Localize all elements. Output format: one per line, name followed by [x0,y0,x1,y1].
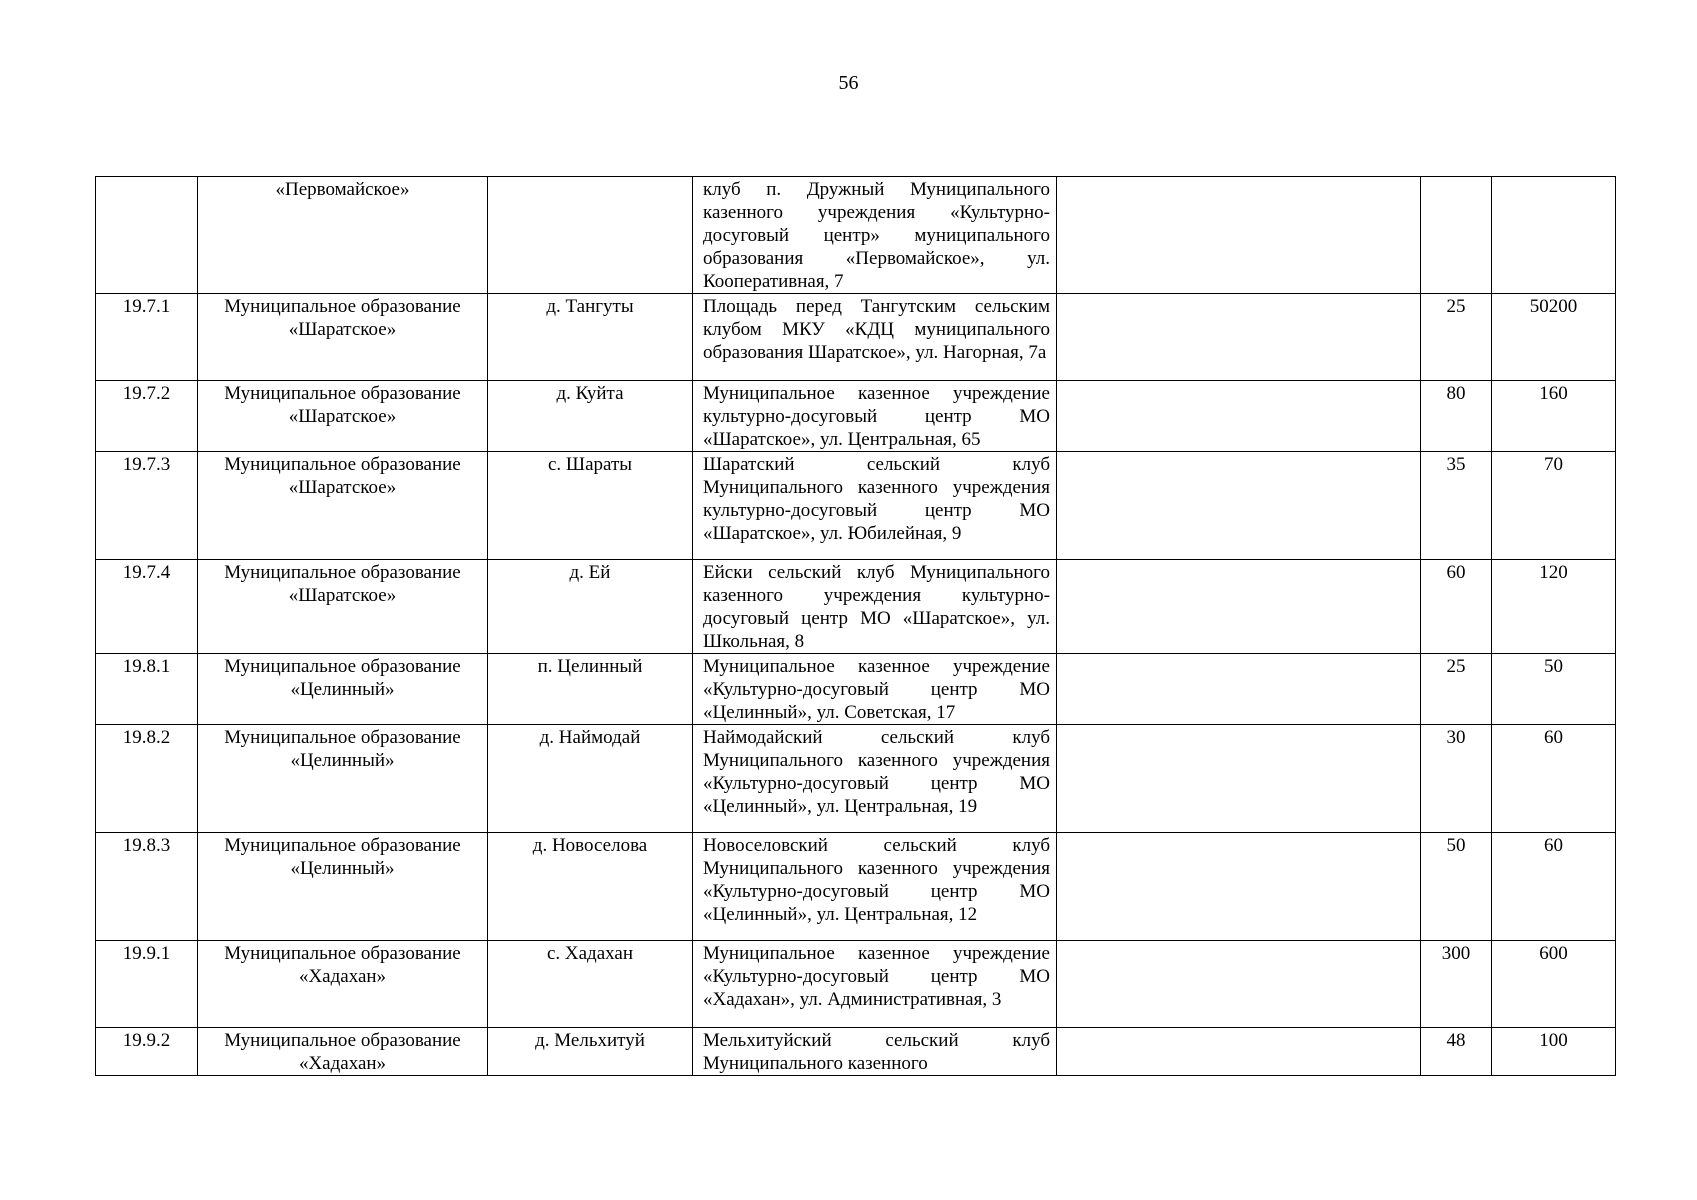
venue-cell: Мельхитуйский сельский клуб Муниципального казенного [693,1028,1057,1076]
locality-cell: д. Ей [488,560,693,654]
value-cell-2: 120 [1492,560,1616,654]
table-row [96,381,1616,452]
municipality-cell: Муниципальное образование «Хадахан» [198,1028,488,1076]
locality-cell: с. Хадахан [488,941,693,1028]
blank-cell [1057,560,1421,654]
locality-cell: д. Наймодай [488,725,693,833]
venue-cell: Ейски сельский клуб Муниципального казенного учреждения культурно-досуговый центр МО «Шаратское», ул. Школьная, 8 [693,560,1057,654]
value-cell-2: 60 [1492,833,1616,941]
row-number: 19.8.1 [96,654,198,725]
municipality-cell: Муниципальное образование «Шаратское» [198,381,488,452]
value-cell-2: 160 [1492,381,1616,452]
value-cell-1: 30 [1421,725,1492,833]
page-number: 56 [838,72,859,94]
value-cell-1: 60 [1421,560,1492,654]
municipality-cell: «Первомайское» [198,177,488,294]
table-row [96,560,1616,654]
municipality-cell: Муниципальное образование «Шаратское» [198,560,488,654]
municipality-cell: Муниципальное образование «Шаратское» [198,294,488,381]
value-cell-2: 60 [1492,725,1616,833]
table-row [96,294,1616,381]
blank-cell [1057,654,1421,725]
value-cell-2: 50 [1492,654,1616,725]
venue-cell: Муниципальное казенное учреждение культурно-досуговый центр МО «Шаратское», ул. Центральная, 65 [693,381,1057,452]
row-number: 19.9.1 [96,941,198,1028]
value-cell-1: 48 [1421,1028,1492,1076]
municipality-cell: Муниципальное образование «Целинный» [198,654,488,725]
locality-cell: д. Мельхитуй [488,1028,693,1076]
value-cell-2: 70 [1492,452,1616,560]
blank-cell [1057,452,1421,560]
blank-cell [1057,381,1421,452]
value-cell-1: 25 [1421,294,1492,381]
venue-cell: Наймодайский сельский клуб Муниципального казенного учреждения «Культурно-досуговый центр МО «Целинный», ул. Центральная, 19 [693,725,1057,833]
value-cell-1: 25 [1421,654,1492,725]
table-row [96,177,1616,294]
row-number: 19.7.1 [96,294,198,381]
venue-cell: Муниципальное казенное учреждение «Культурно-досуговый центр МО «Хадахан», ул. Административная, 3 [693,941,1057,1028]
blank-cell [1057,1028,1421,1076]
row-number: 19.8.2 [96,725,198,833]
value-cell-1 [1421,177,1492,294]
municipality-cell: Муниципальное образование «Хадахан» [198,941,488,1028]
table-body [96,177,1616,1076]
value-cell-1: 300 [1421,941,1492,1028]
blank-cell [1057,941,1421,1028]
venue-cell: Новоселовский сельский клуб Муниципального казенного учреждения «Культурно-досуговый центр МО «Целинный», ул. Центральная, 12 [693,833,1057,941]
locality-cell [488,177,693,294]
blank-cell [1057,294,1421,381]
row-number: 19.7.4 [96,560,198,654]
row-number [96,177,198,294]
locality-cell: п. Целинный [488,654,693,725]
value-cell-1: 50 [1421,833,1492,941]
value-cell-1: 80 [1421,381,1492,452]
row-number: 19.7.3 [96,452,198,560]
value-cell-2: 50200 [1492,294,1616,381]
venues-table [95,176,1616,1076]
table-row [96,941,1616,1028]
blank-cell [1057,177,1421,294]
municipality-cell: Муниципальное образование «Целинный» [198,725,488,833]
municipality-cell: Муниципальное образование «Шаратское» [198,452,488,560]
value-cell-1: 35 [1421,452,1492,560]
locality-cell: д. Новоселова [488,833,693,941]
blank-cell [1057,833,1421,941]
table-row [96,833,1616,941]
venue-cell: Шаратский сельский клуб Муниципального казенного учреждения культурно-досуговый центр МО «Шаратское», ул. Юбилейная, 9 [693,452,1057,560]
locality-cell: д. Тангуты [488,294,693,381]
municipality-cell: Муниципальное образование «Целинный» [198,833,488,941]
locality-cell: д. Куйта [488,381,693,452]
value-cell-2: 100 [1492,1028,1616,1076]
blank-cell [1057,725,1421,833]
venue-cell: клуб п. Дружный Муниципального казенного учреждения «Культурно-досуговый центр» муниципального образования «Первомайское», ул. Кооперативная, 7 [693,177,1057,294]
locality-cell: с. Шараты [488,452,693,560]
table-row [96,654,1616,725]
table-row [96,1028,1616,1076]
table-row [96,725,1616,833]
row-number: 19.8.3 [96,833,198,941]
value-cell-2: 600 [1492,941,1616,1028]
venue-cell: Площадь перед Тангутским сельским клубом МКУ «КДЦ муниципального образования Шаратское», ул. Нагорная, 7а [693,294,1057,381]
value-cell-2 [1492,177,1616,294]
row-number: 19.9.2 [96,1028,198,1076]
row-number: 19.7.2 [96,381,198,452]
venue-cell: Муниципальное казенное учреждение «Культурно-досуговый центр МО «Целинный», ул. Советская, 17 [693,654,1057,725]
table-row [96,452,1616,560]
